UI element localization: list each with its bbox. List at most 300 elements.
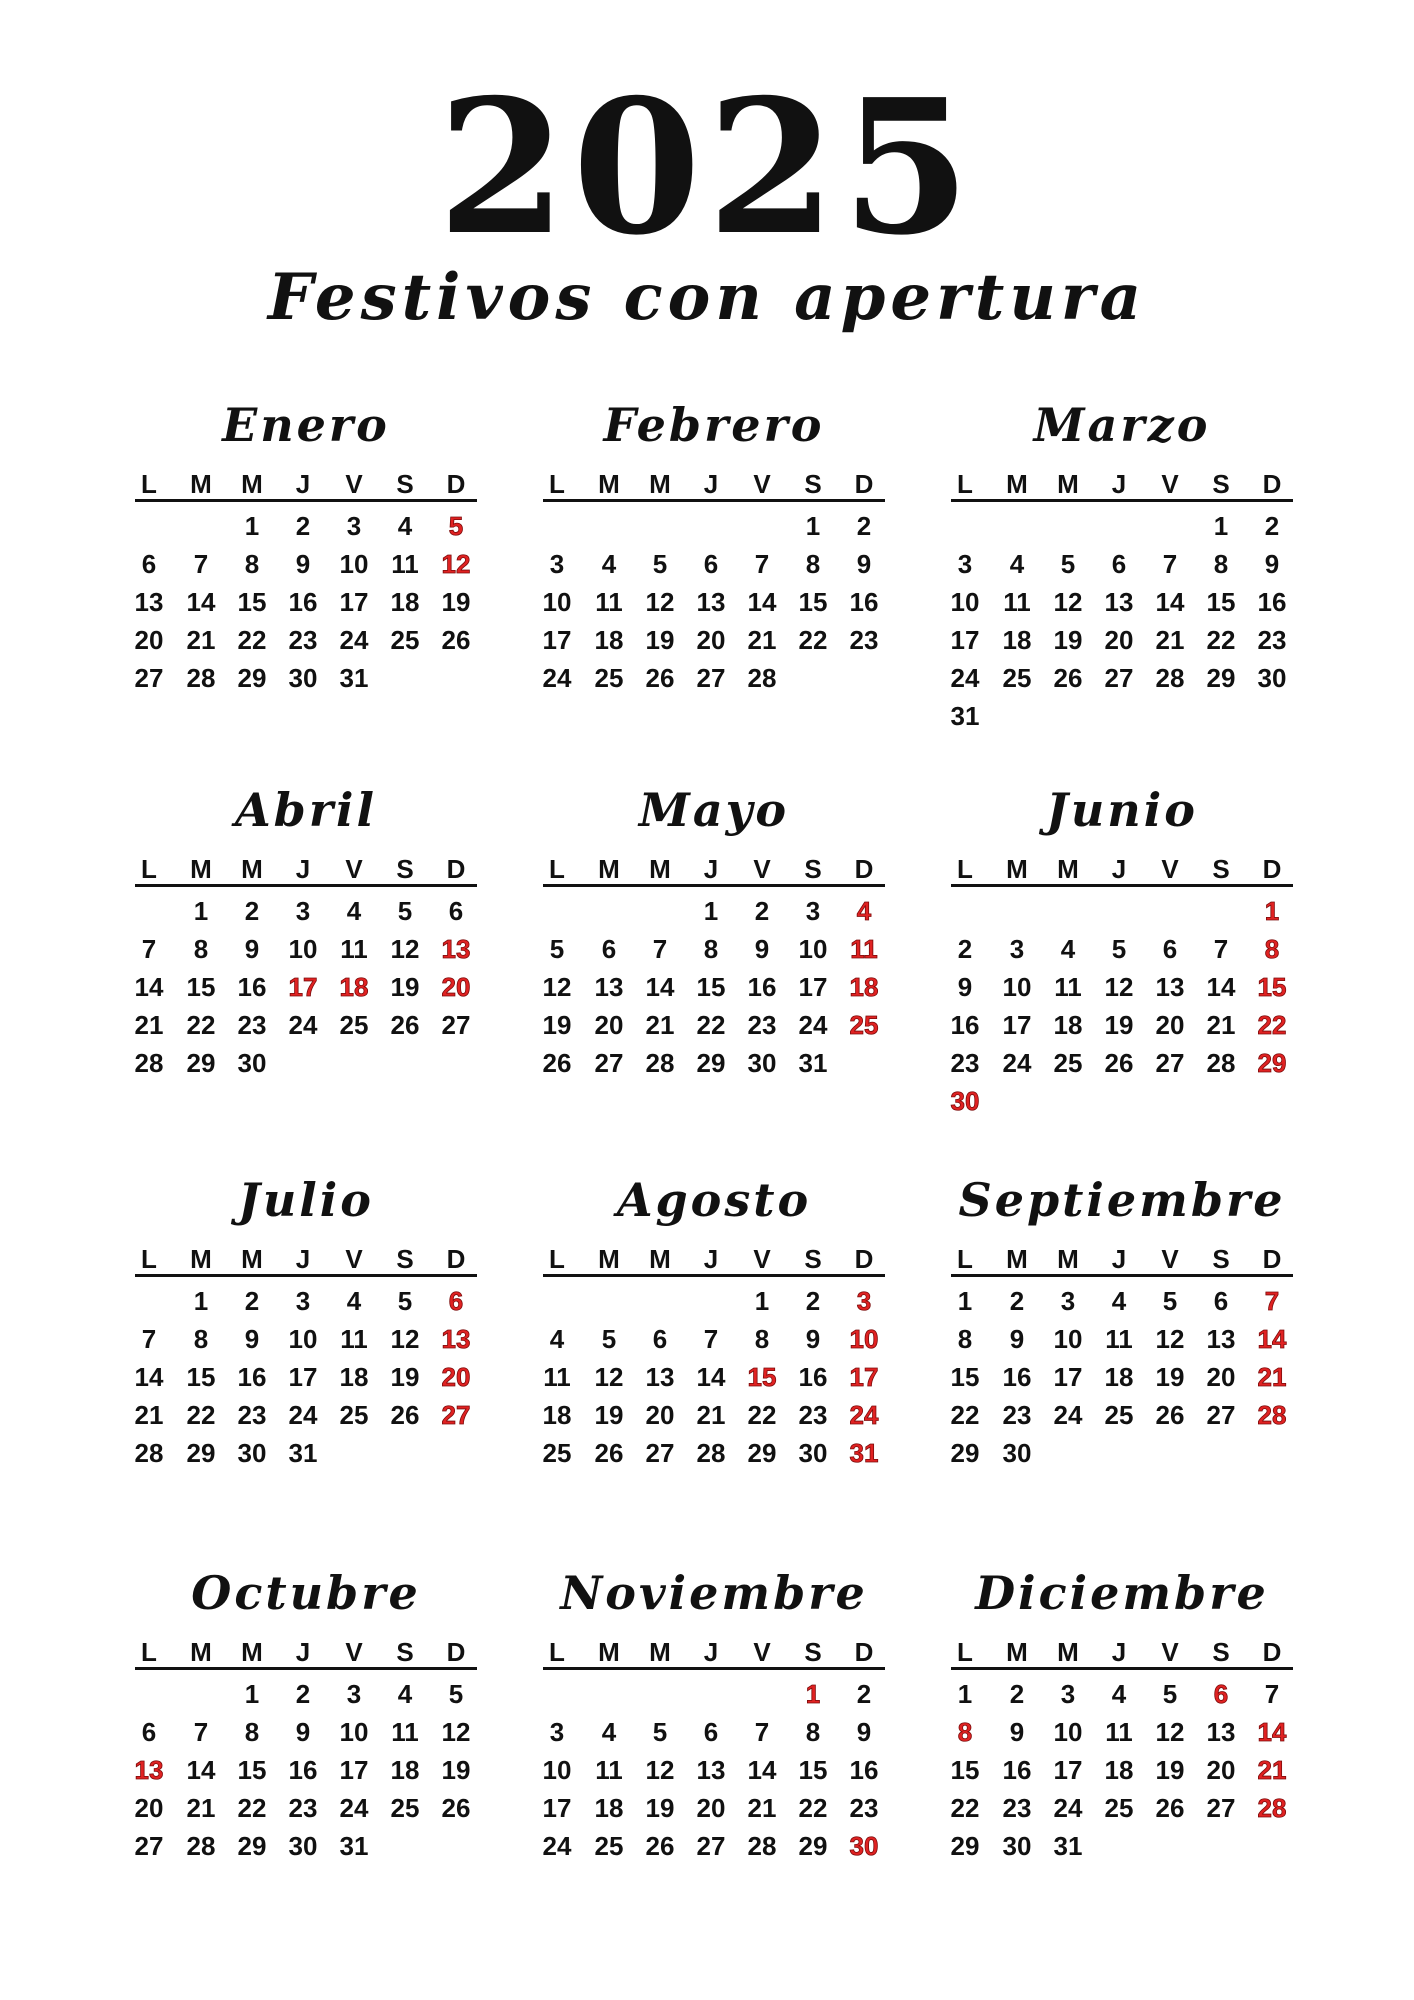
- day: 2: [1009, 1286, 1025, 1316]
- day: 26: [390, 1010, 420, 1040]
- day: 5: [397, 1286, 413, 1316]
- day: 11: [391, 549, 419, 579]
- day: 7: [1213, 934, 1229, 964]
- day: 19: [645, 1793, 675, 1823]
- holiday-day: 30: [849, 1831, 879, 1861]
- day: 4: [1060, 934, 1076, 964]
- day: 10: [339, 1717, 369, 1747]
- day: 30: [237, 1048, 267, 1078]
- day: 7: [1162, 549, 1178, 579]
- day: 30: [237, 1438, 267, 1468]
- day: 18: [339, 1362, 369, 1392]
- weekday-header: [951, 1244, 1293, 1277]
- day: 17: [339, 587, 369, 617]
- day: 28: [134, 1438, 164, 1468]
- day: 12: [441, 1717, 471, 1747]
- weekday-label: L: [549, 1637, 565, 1667]
- day: 3: [346, 511, 362, 541]
- weekday-label: M: [1057, 1637, 1079, 1667]
- day: 6: [703, 549, 719, 579]
- day: 21: [186, 1793, 216, 1823]
- weekday-label: S: [804, 469, 822, 499]
- weekday-label: M: [598, 1637, 620, 1667]
- day: 23: [950, 1048, 980, 1078]
- day: 14: [1206, 972, 1236, 1002]
- day: 27: [134, 663, 164, 693]
- weekday-label: V: [753, 1244, 771, 1274]
- day: 12: [1155, 1324, 1185, 1354]
- day: 9: [1009, 1324, 1025, 1354]
- holiday-day: 13: [134, 1755, 164, 1785]
- month-name: Julio: [238, 1173, 374, 1227]
- day: 10: [288, 934, 318, 964]
- day: 30: [288, 663, 318, 693]
- day: 4: [397, 511, 413, 541]
- day: 9: [244, 934, 260, 964]
- weekday-label: J: [703, 1244, 719, 1274]
- day: 22: [237, 1793, 267, 1823]
- day: 1: [957, 1679, 973, 1709]
- day: 9: [244, 1324, 260, 1354]
- day: 18: [594, 625, 624, 655]
- day: 21: [747, 625, 777, 655]
- day: 23: [1002, 1400, 1032, 1430]
- weekday-label: L: [141, 1244, 157, 1274]
- day: 2: [244, 1286, 260, 1316]
- day: 13: [594, 972, 624, 1002]
- day: 2: [1264, 511, 1280, 541]
- day: 27: [1104, 663, 1134, 693]
- day: 18: [542, 1400, 572, 1430]
- day: 22: [696, 1010, 726, 1040]
- weekday-label: J: [703, 1637, 719, 1667]
- weekday-label: M: [190, 1244, 212, 1274]
- day: 19: [390, 972, 420, 1002]
- day: 5: [1111, 934, 1127, 964]
- day: 10: [1002, 972, 1032, 1002]
- weekday-label: S: [1212, 854, 1230, 884]
- weekday-label: J: [1111, 1244, 1127, 1274]
- day: 6: [141, 549, 157, 579]
- day-grid: [951, 1286, 1293, 1516]
- day: 28: [747, 663, 777, 693]
- day: 8: [193, 1324, 209, 1354]
- day: 29: [186, 1438, 216, 1468]
- day: 1: [957, 1286, 973, 1316]
- day: 23: [1002, 1793, 1032, 1823]
- day: 22: [186, 1400, 216, 1430]
- day: 12: [645, 587, 675, 617]
- weekday-label: M: [649, 1637, 671, 1667]
- day: 24: [950, 663, 980, 693]
- holiday-day: 15: [747, 1362, 777, 1392]
- day: 14: [747, 587, 777, 617]
- weekday-label: S: [804, 1244, 822, 1274]
- day: 22: [798, 1793, 828, 1823]
- weekday-label: M: [598, 469, 620, 499]
- day: 5: [448, 1679, 464, 1709]
- day: 10: [288, 1324, 318, 1354]
- day: 24: [339, 1793, 369, 1823]
- day-grid: [543, 1286, 885, 1516]
- day: 26: [1155, 1400, 1185, 1430]
- day: 1: [805, 511, 821, 541]
- day: 2: [856, 1679, 872, 1709]
- weekday-label: D: [854, 854, 874, 884]
- day: 19: [542, 1010, 572, 1040]
- day: 28: [645, 1048, 675, 1078]
- weekday-label: L: [549, 854, 565, 884]
- weekday-label: M: [649, 1244, 671, 1274]
- day: 16: [288, 1755, 318, 1785]
- day: 7: [193, 549, 209, 579]
- day: 16: [798, 1362, 828, 1392]
- day: 19: [1053, 625, 1083, 655]
- day: 23: [237, 1400, 267, 1430]
- day: 28: [186, 663, 216, 693]
- day: 12: [645, 1755, 675, 1785]
- day: 28: [747, 1831, 777, 1861]
- weekday-label: J: [295, 854, 311, 884]
- day: 2: [805, 1286, 821, 1316]
- day: 5: [1162, 1679, 1178, 1709]
- day: 22: [950, 1793, 980, 1823]
- weekday-label: L: [957, 469, 973, 499]
- weekday-label: L: [549, 1244, 565, 1274]
- day-grid: [951, 896, 1293, 1126]
- day: 2: [856, 511, 872, 541]
- day: 21: [645, 1010, 675, 1040]
- day: 31: [798, 1048, 828, 1078]
- day: 23: [849, 625, 879, 655]
- holiday-day: 21: [1257, 1362, 1287, 1392]
- day: 26: [1155, 1793, 1185, 1823]
- day: 31: [288, 1438, 318, 1468]
- day: 24: [1053, 1400, 1083, 1430]
- day: 16: [950, 1010, 980, 1040]
- day: 5: [549, 934, 565, 964]
- day: 12: [542, 972, 572, 1002]
- day: 8: [244, 1717, 260, 1747]
- weekday-label: L: [141, 1637, 157, 1667]
- day: 25: [542, 1438, 572, 1468]
- weekday-label: M: [1057, 854, 1079, 884]
- day: 23: [1257, 625, 1287, 655]
- day: 7: [652, 934, 668, 964]
- day: 6: [448, 896, 464, 926]
- weekday-label: V: [345, 1244, 363, 1274]
- weekday-label: D: [854, 1637, 874, 1667]
- day: 24: [1002, 1048, 1032, 1078]
- day: 31: [950, 701, 980, 731]
- day: 19: [1104, 1010, 1134, 1040]
- day: 15: [950, 1362, 980, 1392]
- holiday-day: 27: [441, 1400, 471, 1430]
- day: 18: [1104, 1755, 1134, 1785]
- day: 28: [186, 1831, 216, 1861]
- day: 23: [288, 625, 318, 655]
- holiday-day: 18: [849, 972, 879, 1002]
- day: 28: [134, 1048, 164, 1078]
- holiday-day: 29: [1257, 1048, 1287, 1078]
- holiday-day: 10: [849, 1324, 879, 1354]
- weekday-label: J: [1111, 854, 1127, 884]
- day: 4: [549, 1324, 565, 1354]
- day: 11: [1105, 1717, 1133, 1747]
- day: 5: [601, 1324, 617, 1354]
- day: 14: [645, 972, 675, 1002]
- holiday-day: 12: [441, 549, 471, 579]
- month-name: Febrero: [603, 398, 825, 452]
- day: 16: [237, 972, 267, 1002]
- day: 27: [696, 663, 726, 693]
- day: 17: [950, 625, 980, 655]
- day: 24: [798, 1010, 828, 1040]
- day: 4: [601, 1717, 617, 1747]
- day: 12: [1104, 972, 1134, 1002]
- day: 25: [339, 1400, 369, 1430]
- weekday-label: M: [1006, 1637, 1028, 1667]
- day: 16: [849, 587, 879, 617]
- month-name: Octubre: [191, 1566, 421, 1620]
- day: 9: [295, 1717, 311, 1747]
- day: 22: [237, 625, 267, 655]
- weekday-label: V: [345, 854, 363, 884]
- day: 14: [696, 1362, 726, 1392]
- day: 13: [1206, 1324, 1236, 1354]
- day: 28: [1206, 1048, 1236, 1078]
- weekday-header: [951, 1637, 1293, 1670]
- day: 18: [1104, 1362, 1134, 1392]
- day: 30: [1002, 1438, 1032, 1468]
- day: 17: [542, 1793, 572, 1823]
- day: 15: [237, 1755, 267, 1785]
- day: 18: [594, 1793, 624, 1823]
- weekday-label: V: [1161, 469, 1179, 499]
- year-title: 2025: [437, 58, 977, 276]
- day: 15: [950, 1755, 980, 1785]
- weekday-label: M: [1006, 1244, 1028, 1274]
- month-name: Junio: [1046, 783, 1198, 837]
- day: 4: [346, 1286, 362, 1316]
- day: 12: [594, 1362, 624, 1392]
- subtitle: Festivos con apertura: [267, 260, 1147, 335]
- weekday-label: J: [295, 469, 311, 499]
- day: 19: [594, 1400, 624, 1430]
- day-grid: [135, 896, 477, 1126]
- day: 28: [1155, 663, 1185, 693]
- day: 4: [397, 1679, 413, 1709]
- day: 29: [747, 1438, 777, 1468]
- day: 30: [288, 1831, 318, 1861]
- day-grid: [135, 511, 477, 741]
- day: 13: [1155, 972, 1185, 1002]
- day: 5: [1162, 1286, 1178, 1316]
- day: 20: [594, 1010, 624, 1040]
- day: 31: [1053, 1831, 1083, 1861]
- weekday-label: L: [549, 469, 565, 499]
- weekday-label: D: [854, 1244, 874, 1274]
- day: 18: [390, 587, 420, 617]
- holiday-day: 28: [1257, 1793, 1287, 1823]
- day: 6: [1213, 1286, 1229, 1316]
- day: 6: [1111, 549, 1127, 579]
- day: 8: [703, 934, 719, 964]
- weekday-label: S: [804, 854, 822, 884]
- day-grid: [543, 511, 885, 741]
- day: 20: [696, 1793, 726, 1823]
- day: 19: [1155, 1755, 1185, 1785]
- day: 27: [594, 1048, 624, 1078]
- day-grid: [135, 1286, 477, 1516]
- day: 2: [244, 896, 260, 926]
- day: 26: [645, 663, 675, 693]
- day: 9: [295, 549, 311, 579]
- weekday-header: [543, 1244, 885, 1277]
- day: 14: [186, 1755, 216, 1785]
- day: 11: [391, 1717, 419, 1747]
- weekday-label: V: [753, 1637, 771, 1667]
- day: 21: [747, 1793, 777, 1823]
- day: 9: [754, 934, 770, 964]
- day: 5: [652, 549, 668, 579]
- day: 20: [134, 625, 164, 655]
- day: 4: [1111, 1679, 1127, 1709]
- day: 9: [957, 972, 973, 1002]
- day: 10: [1053, 1324, 1083, 1354]
- day: 23: [747, 1010, 777, 1040]
- day: 4: [346, 896, 362, 926]
- day: 10: [1053, 1717, 1083, 1747]
- weekday-header: [951, 854, 1293, 887]
- day: 26: [645, 1831, 675, 1861]
- weekday-label: V: [1161, 854, 1179, 884]
- day: 31: [339, 663, 369, 693]
- day: 20: [1206, 1755, 1236, 1785]
- day: 15: [186, 1362, 216, 1392]
- day: 29: [1206, 663, 1236, 693]
- day: 5: [1060, 549, 1076, 579]
- day: 4: [1009, 549, 1025, 579]
- day: 23: [237, 1010, 267, 1040]
- weekday-label: D: [1262, 854, 1282, 884]
- month-name: Diciembre: [975, 1566, 1269, 1620]
- day: 17: [1002, 1010, 1032, 1040]
- day: 7: [141, 934, 157, 964]
- day: 6: [141, 1717, 157, 1747]
- holiday-day: 1: [1264, 896, 1280, 926]
- day: 19: [441, 1755, 471, 1785]
- day: 7: [141, 1324, 157, 1354]
- day: 28: [696, 1438, 726, 1468]
- weekday-label: D: [1262, 1244, 1282, 1274]
- day: 11: [595, 1755, 623, 1785]
- day: 18: [1002, 625, 1032, 655]
- weekday-label: M: [598, 854, 620, 884]
- day: 13: [1104, 587, 1134, 617]
- day: 13: [645, 1362, 675, 1392]
- weekday-label: J: [1111, 1637, 1127, 1667]
- holiday-day: 8: [957, 1717, 973, 1747]
- day: 13: [134, 587, 164, 617]
- day: 3: [549, 1717, 565, 1747]
- weekday-label: S: [1212, 1637, 1230, 1667]
- day: 1: [193, 896, 209, 926]
- day: 16: [849, 1755, 879, 1785]
- day: 23: [849, 1793, 879, 1823]
- holiday-day: 11: [850, 934, 878, 964]
- weekday-label: L: [957, 1244, 973, 1274]
- weekday-header: [543, 854, 885, 887]
- month-name: Marzo: [1033, 398, 1211, 452]
- weekday-label: M: [1057, 469, 1079, 499]
- day: 22: [747, 1400, 777, 1430]
- day: 2: [295, 511, 311, 541]
- day: 9: [1264, 549, 1280, 579]
- weekday-label: D: [446, 854, 466, 884]
- weekday-label: M: [241, 854, 263, 884]
- day: 16: [1002, 1362, 1032, 1392]
- day: 13: [696, 1755, 726, 1785]
- day: 27: [696, 1831, 726, 1861]
- weekday-label: L: [957, 854, 973, 884]
- day: 27: [441, 1010, 471, 1040]
- day: 26: [441, 1793, 471, 1823]
- day: 3: [295, 1286, 311, 1316]
- weekday-label: L: [957, 1637, 973, 1667]
- weekday-label: D: [446, 1637, 466, 1667]
- weekday-label: J: [295, 1637, 311, 1667]
- day: 27: [1206, 1793, 1236, 1823]
- day: 30: [747, 1048, 777, 1078]
- month-name: Abril: [234, 783, 378, 837]
- holiday-day: 31: [849, 1438, 879, 1468]
- weekday-label: M: [1006, 469, 1028, 499]
- day: 21: [696, 1400, 726, 1430]
- day: 3: [346, 1679, 362, 1709]
- day: 21: [134, 1400, 164, 1430]
- weekday-label: M: [1006, 854, 1028, 884]
- weekday-label: D: [446, 469, 466, 499]
- weekday-header: [135, 1244, 477, 1277]
- day: 25: [339, 1010, 369, 1040]
- weekday-label: M: [649, 854, 671, 884]
- day: 16: [1002, 1755, 1032, 1785]
- day: 1: [703, 896, 719, 926]
- weekday-label: M: [598, 1244, 620, 1274]
- day: 2: [1009, 1679, 1025, 1709]
- day: 7: [754, 1717, 770, 1747]
- day: 13: [696, 587, 726, 617]
- day: 11: [340, 934, 368, 964]
- day: 27: [645, 1438, 675, 1468]
- weekday-label: D: [446, 1244, 466, 1274]
- weekday-label: D: [1262, 1637, 1282, 1667]
- holiday-day: 24: [849, 1400, 879, 1430]
- day: 8: [1213, 549, 1229, 579]
- weekday-label: S: [396, 1637, 414, 1667]
- weekday-label: V: [345, 1637, 363, 1667]
- day: 8: [244, 549, 260, 579]
- weekday-label: D: [854, 469, 874, 499]
- month-name: Septiembre: [958, 1173, 1286, 1227]
- day: 16: [288, 587, 318, 617]
- day: 15: [237, 587, 267, 617]
- day: 4: [1111, 1286, 1127, 1316]
- day: 17: [288, 1362, 318, 1392]
- holiday-day: 14: [1257, 1324, 1287, 1354]
- day-grid: [543, 1679, 885, 1909]
